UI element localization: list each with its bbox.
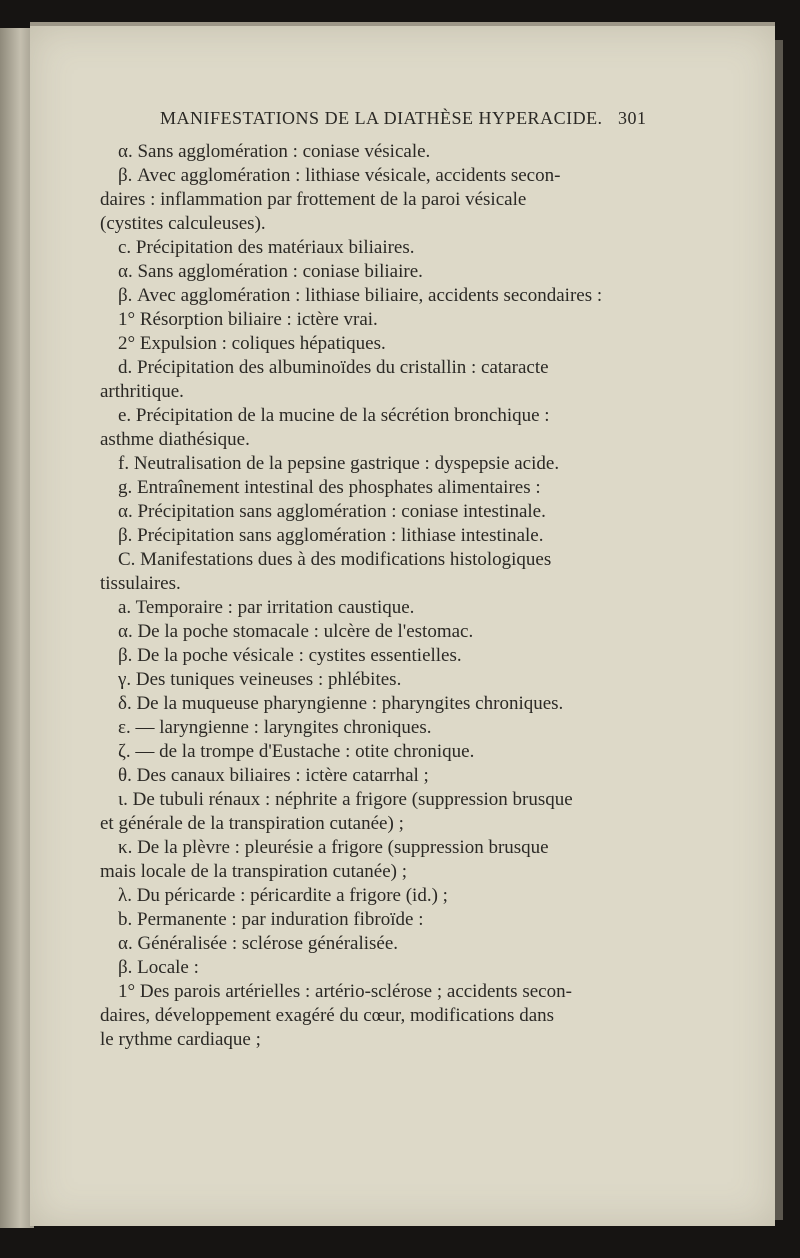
text-line: et générale de la transpiration cutanée) ; — [100, 813, 404, 834]
text-line: α. De la poche stomacale : ulcère de l'estomac. — [118, 621, 474, 642]
text-line: β. Locale : — [118, 957, 199, 978]
text-line: e. Précipitation de la mucine de la sécrétion bronchique : — [118, 405, 550, 426]
text-line: c. Précipitation des matériaux biliaires. — [118, 237, 415, 258]
text-line: β. Précipitation sans agglomération : lithiase intestinale. — [118, 525, 544, 546]
text-line: f. Neutralisation de la pepsine gastrique : dyspepsie acide. — [118, 453, 560, 474]
text-line: α. Généralisée : sclérose généralisée. — [118, 933, 399, 954]
page-number: 301 — [618, 108, 647, 128]
text-line: 1° Résorption biliaire : ictère vrai. — [118, 309, 378, 330]
text-line: ε. — laryngienne : laryngites chroniques. — [118, 717, 432, 738]
text-line: (cystites calculeuses). — [100, 213, 266, 234]
text-line: κ. De la plèvre : pleurésie a frigore (suppression brusque — [118, 837, 549, 858]
text-line: b. Permanente : par induration fibroïde : — [118, 909, 424, 930]
text-line: α. Sans agglomération : coniase vésicale. — [118, 141, 431, 162]
text-line: arthritique. — [100, 381, 184, 402]
text-line: a. Temporaire : par irritation caustique. — [118, 597, 415, 618]
text-line: daires : inflammation par frottement de la paroi vésicale — [100, 189, 527, 210]
text-line: α. Précipitation sans agglomération : coniase intestinale. — [118, 501, 546, 522]
text-line: α. Sans agglomération : coniase biliaire. — [118, 261, 423, 282]
text-line: θ. Des canaux biliaires : ictère catarrhal ; — [118, 765, 429, 786]
text-line: C. Manifestations dues à des modifications histologiques — [118, 549, 552, 570]
text-line: tissulaires. — [100, 573, 181, 594]
running-header — [160, 108, 650, 129]
text-line: ι. De tubuli rénaux : néphrite a frigore (suppression brusque — [118, 789, 573, 810]
text-line: d. Précipitation des albuminoïdes du cristallin : cataracte — [118, 357, 549, 378]
text-line: daires, développement exagéré du cœur, modifications dans — [100, 1005, 555, 1026]
book-right-edge — [775, 40, 783, 1220]
book-left-edge — [0, 28, 34, 1228]
text-line: β. De la poche vésicale : cystites essentielles. — [118, 645, 462, 666]
text-line: β. Avec agglomération : lithiase biliaire, accidents secondaires : — [118, 285, 603, 306]
body-text — [100, 140, 650, 1052]
text-line: le rythme cardiaque ; — [100, 1029, 261, 1050]
text-line: δ. De la muqueuse pharyngienne : pharyngites chroniques. — [118, 693, 564, 714]
text-line: γ. Des tuniques veineuses : phlébites. — [118, 669, 402, 690]
text-line: 1° Des parois artérielles : artério-sclérose ; accidents secon- — [118, 981, 572, 1002]
text-line: ζ. — de la trompe d'Eustache : otite chronique. — [118, 741, 475, 762]
text-line: asthme diathésique. — [100, 429, 250, 450]
text-line: 2° Expulsion : coliques hépatiques. — [118, 333, 386, 354]
text-line: mais locale de la transpiration cutanée) ; — [100, 861, 408, 882]
text-line: λ. Du péricarde : péricardite a frigore (id.) ; — [118, 885, 448, 906]
text-line: g. Entraînement intestinal des phosphates alimentaires : — [118, 477, 541, 498]
text-line: β. Avec agglomération : lithiase vésicale, accidents secon- — [118, 165, 561, 186]
header-title: MANIFESTATIONS DE LA DIATHÈSE HYPERACIDE. — [160, 108, 603, 128]
